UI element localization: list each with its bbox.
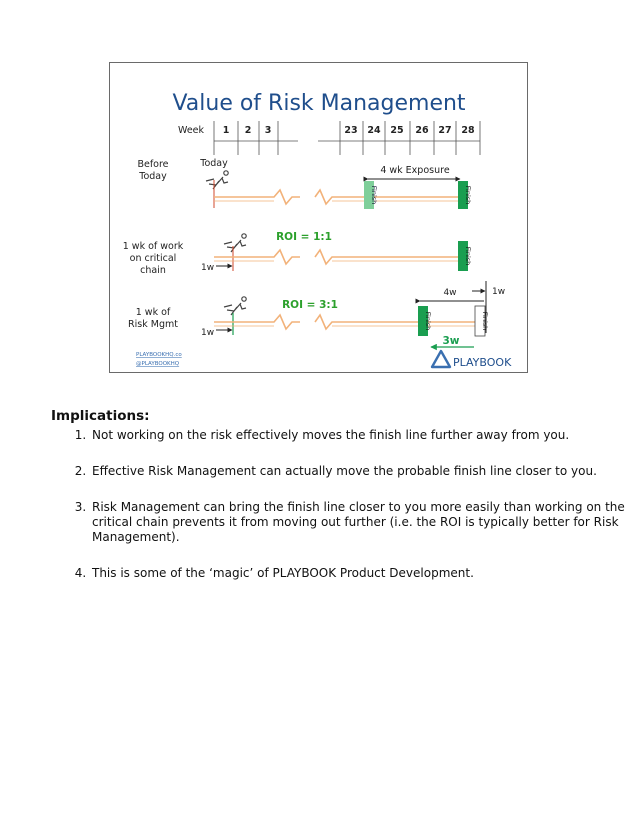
implication-item: 3. Risk Management can bring the finish line closer to you more easily than working on the critical chain prevents it from moving out further (i.e. the ROI is typically better for Risk Management).: [90, 500, 638, 545]
week-2: 2: [244, 125, 252, 136]
runner-icon: [224, 234, 246, 252]
footer-link-site[interactable]: PLAYBOOKHQ.co: [136, 352, 182, 358]
row3-track: [214, 315, 478, 329]
row2-track: [214, 250, 466, 264]
gap-4w-label: 4w: [443, 288, 457, 298]
playbook-logo-icon: [432, 351, 450, 367]
finish-row1-label: Finish: [464, 185, 472, 205]
playbook-logo-text: PLAYBOOK: [453, 356, 512, 369]
week-23: 23: [344, 125, 358, 136]
row-critical-chain: [123, 231, 472, 276]
row-risk-management: [128, 281, 505, 347]
finish-row2-label: Finish: [464, 246, 472, 266]
exposure-label: 4 wk Exposure: [380, 165, 450, 176]
gain-3w-label: 3w: [442, 335, 460, 347]
row3-shift: 1w: [201, 328, 215, 338]
runner-icon: [206, 171, 228, 189]
week-28: 28: [461, 125, 475, 136]
row-before-today: [137, 158, 472, 209]
row2-label-line2: on critical: [129, 253, 177, 264]
implication-item: 4. This is some of the ‘magic’ of PLAYBOOK Product Development.: [90, 566, 638, 581]
finish-current-label: Finish: [370, 185, 378, 205]
slide-title: Value of Risk Management: [172, 91, 466, 116]
gap-1w-label: 1w: [492, 287, 506, 297]
implications-list: [60, 428, 638, 602]
slide-diagram: [110, 63, 527, 372]
week-27: 27: [438, 125, 452, 136]
week-26: 26: [415, 125, 429, 136]
playbook-logo: [432, 351, 512, 369]
row2-label-line3: chain: [140, 265, 166, 276]
finish-row3-old-label: Finish: [481, 311, 489, 331]
row3-label-line2: Risk Mgmt: [128, 319, 178, 330]
row1-track: [214, 190, 466, 204]
runner-icon: [224, 297, 246, 315]
roi-1-1: ROI = 1:1: [276, 231, 332, 243]
row3-label-line1: 1 wk of: [135, 307, 171, 318]
implication-item: 1. Not working on the risk effectively moves the finish line further away from you.: [90, 428, 638, 443]
finish-row3-new-label: Finish: [424, 311, 432, 331]
week-1: 1: [222, 125, 230, 136]
row1-label-line1: Before: [137, 159, 169, 170]
week-3: 3: [264, 125, 272, 136]
implications-heading: Implications:: [51, 408, 150, 424]
row1-label-line2: Today: [139, 171, 167, 182]
week-25: 25: [390, 125, 404, 136]
footer-link-handle[interactable]: @PLAYBOOKHQ: [136, 361, 180, 367]
week-label: Week: [178, 125, 205, 136]
row2-label-line1: 1 wk of work: [122, 241, 184, 252]
roi-3-1: ROI = 3:1: [282, 299, 338, 311]
week-24: 24: [367, 125, 381, 136]
implication-item: 2. Effective Risk Management can actually move the probable finish line closer to you.: [90, 464, 638, 479]
row2-shift: 1w: [201, 263, 215, 273]
risk-management-slide: [109, 62, 528, 373]
today-label: Today: [200, 158, 228, 169]
